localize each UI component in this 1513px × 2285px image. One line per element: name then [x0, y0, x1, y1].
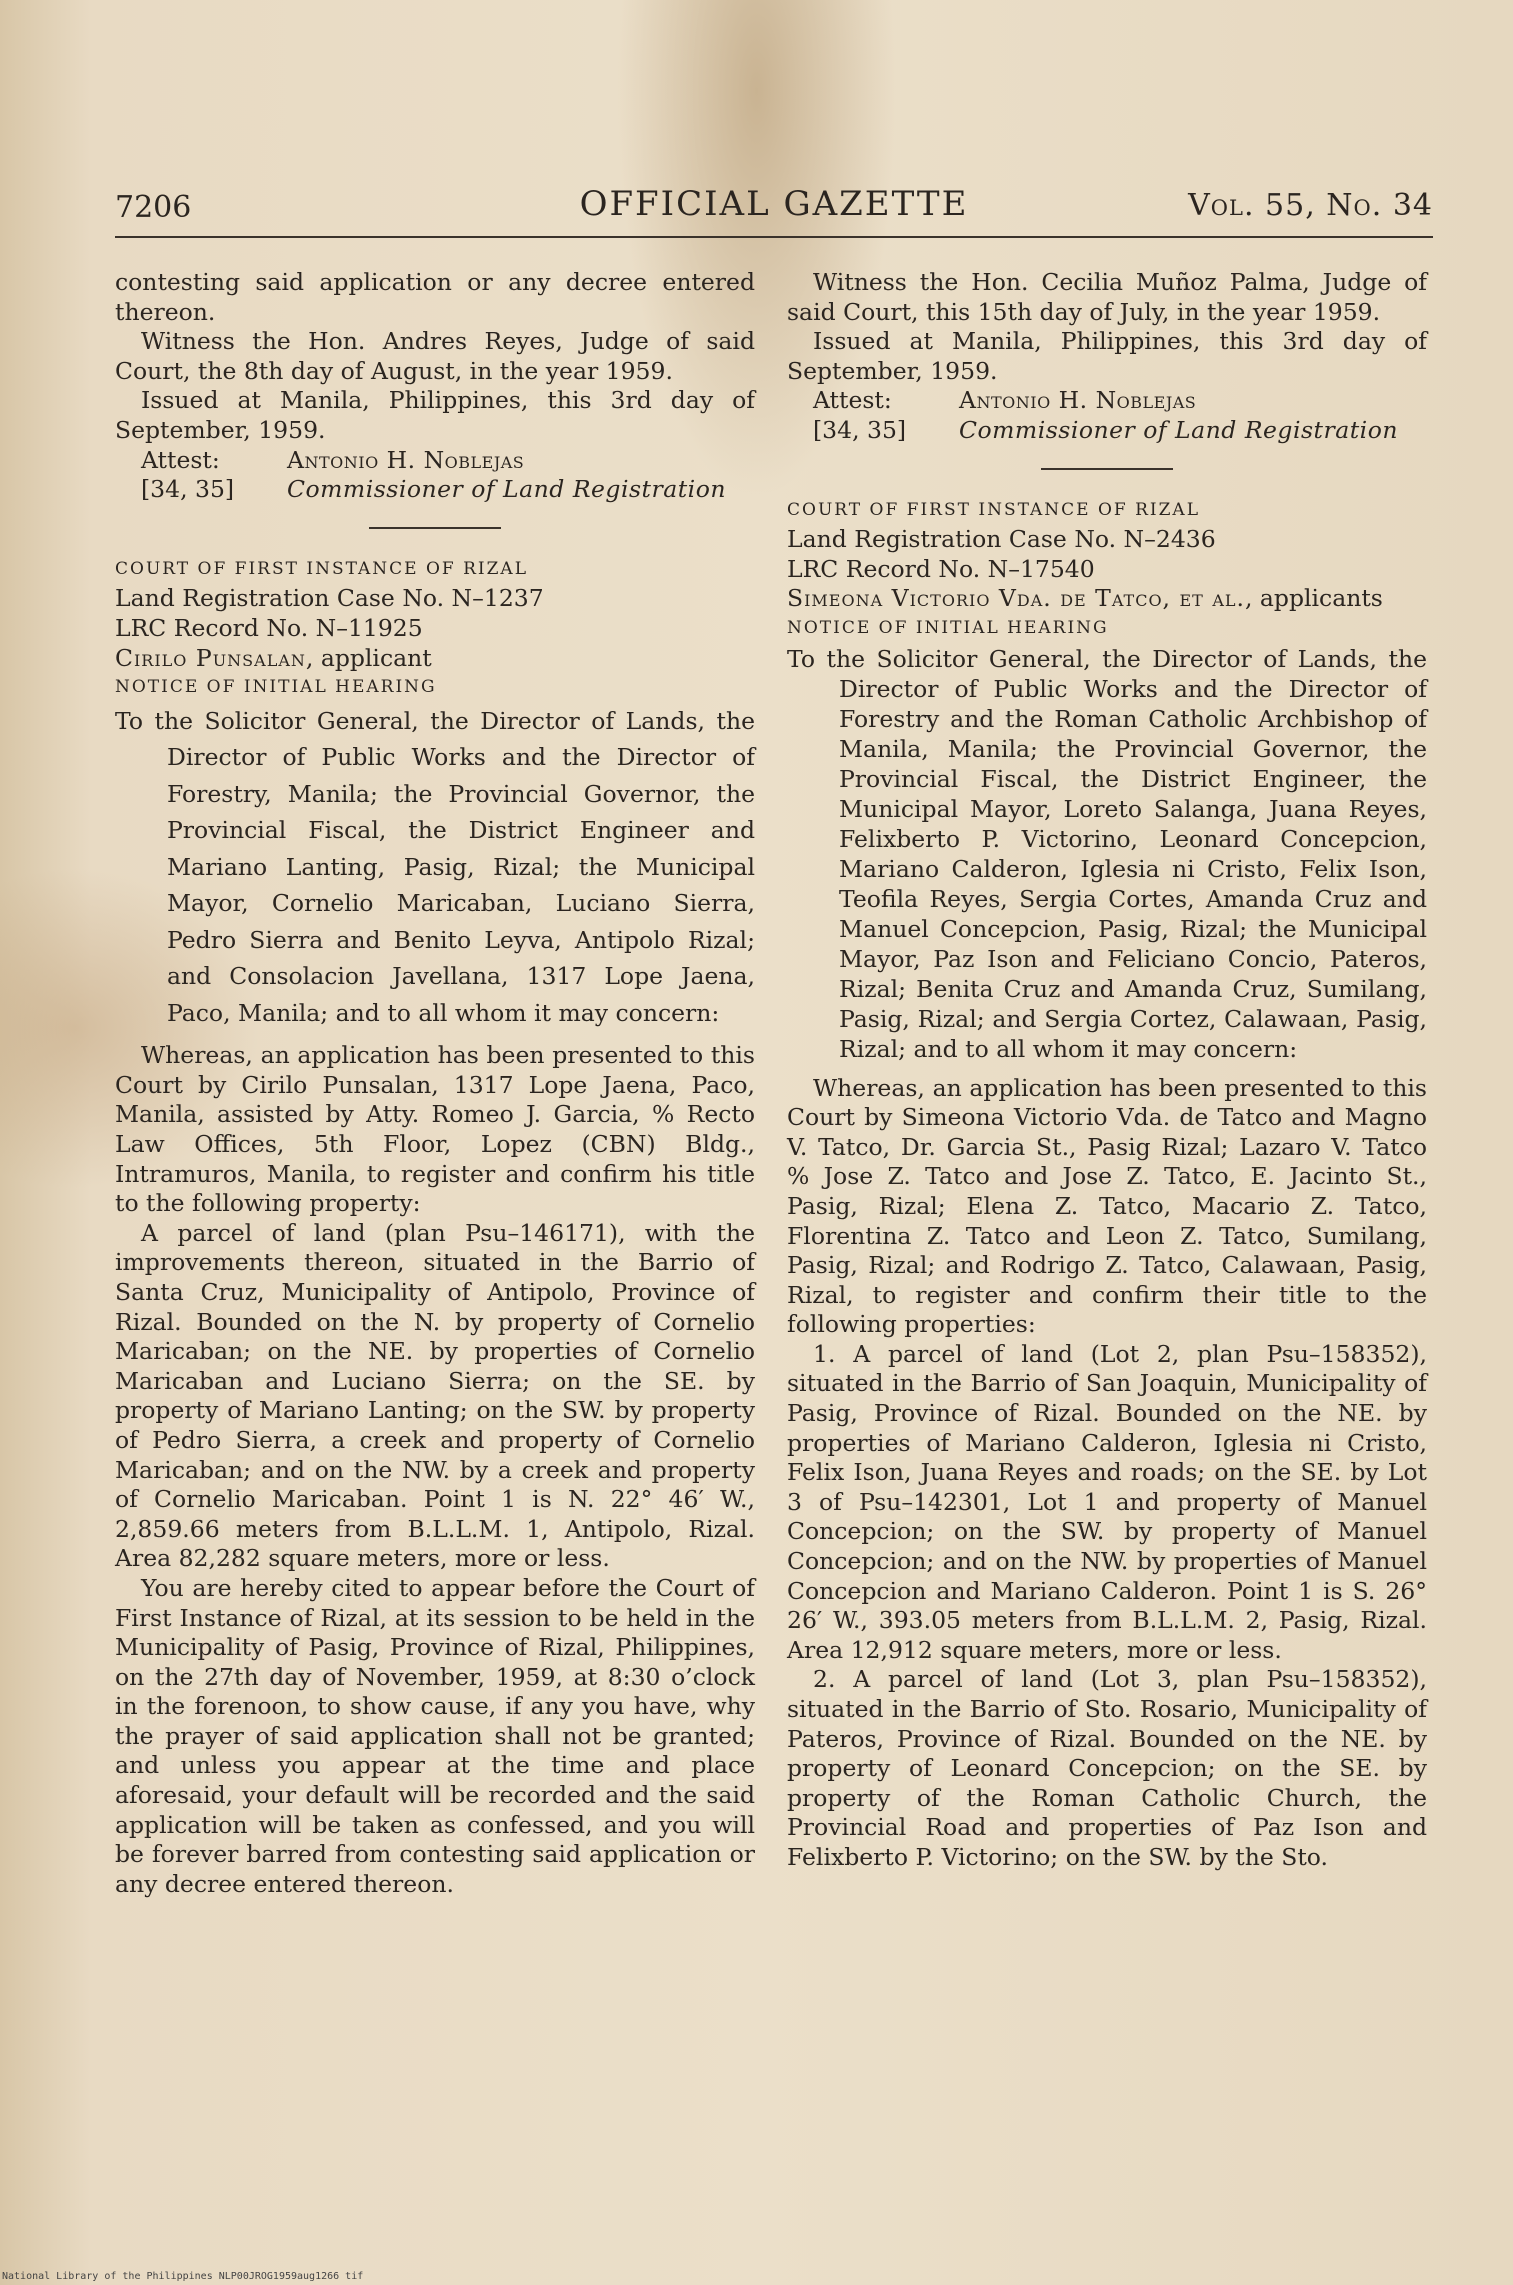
record-number: LRC Record No. N–11925: [115, 613, 423, 642]
record-number: LRC Record No. N–17540: [787, 554, 1095, 583]
case-number: Land Registration Case No. N–2436: [787, 525, 1216, 554]
attest-label: Attest:: [141, 445, 220, 474]
scan-footer: National Library of the Philippines NLP00JROG1959aug1266 tif: [2, 2271, 364, 2282]
case-number: Land Registration Case No. N–1237: [115, 584, 544, 613]
summons-paragraph: You are hereby cited to appear before the Court of First Instance of Rizal, at its session to be held in the Municipality of Pasig, Province of Rizal, Philippines, on the 27th day of November, 1959, at 8:30 o’clock in the forenoon, to show cause, if any you have, why the prayer of said application shall not be granted; and unless you appear at the time and place aforesaid, your default will be recorded and the said application will be taken as confessed, and you will be forever barred from contesting said application or any decree entered thereon.: [115, 1573, 755, 1898]
page-header: [115, 180, 1433, 238]
left-column: [115, 268, 755, 1899]
attest-title-line: [787, 416, 1427, 446]
reference-number: [34, 35]: [813, 415, 907, 444]
publication-title: OFFICIAL GAZETTE: [579, 184, 969, 224]
addressee-paragraph: To the Solicitor General, the Director of Lands, the Director of Public Works and the Director of Forestry, Manila; the Provincial Governor, the Provincial Fiscal, the District Engineer and Mariano Lanting, Pasig, Rizal; the Municipal Mayor, Cornelio Maricaban, Luciano Sierra, Pedro Sierra and Benito Leyva, Antipolo Rizal; and Consolacion Javellana, 1317 Lope Jaena, Paco, Manila; and to all whom it may concern:: [115, 706, 755, 1027]
section-divider: [369, 527, 501, 529]
parcel-description: A parcel of land (plan Psu–146171), with the improvements thereon, situated in the Barrio of Santa Cruz, Municipality of Antipolo, Province of Rizal. Bounded on the N. by property of Cornelio Maricaban; on the NE. by properties of Cornelio Maricaban and Luciano Sierra; on the SE. by property of Mariano Lanting; on the SW. by property of Pedro Sierra, a creek and property of Cornelio Maricaban; and on the NW. by a creek and property of Cornelio Maricaban. Point 1 is N. 22° 46′ W., 2,859.66 meters from B.L.L.M. 1, Antipolo, Rizal. Area 82,282 square meters, more or less.: [115, 1218, 755, 1573]
attest-line: [787, 386, 1427, 416]
witness-paragraph: Witness the Hon. Andres Reyes, Judge of said Court, the 8th day of August, in the year 1959.: [115, 327, 755, 385]
applicant-name: Cirilo Punsalan: [115, 643, 306, 672]
page-number: 7206: [115, 190, 192, 225]
applicant-name: Simeona Victorio Vda. de Tatco, et al.: [787, 584, 1245, 613]
reference-number: [34, 35]: [141, 475, 235, 504]
attest-title: Commissioner of Land Registration: [287, 475, 726, 504]
section-divider: [1041, 468, 1173, 470]
right-column: [787, 268, 1427, 1873]
attest-title-line: [115, 475, 755, 505]
applicant-suffix: , applicants: [1244, 584, 1383, 613]
whereas-paragraph: Whereas, an application has been presented to this Court by Cirilo Punsalan, 1317 Lope Jaena, Paco, Manila, assisted by Atty. Romeo J. Garcia, % Recto Law Offices, 5th Floor, Lopez (CBN) Bldg., Intramuros, Manila, to register and confirm his title to the following property:: [115, 1041, 755, 1218]
witness-paragraph: Witness the Hon. Cecilia Muñoz Palma, Judge of said Court, this 15th day of July, in the year 1959.: [787, 268, 1427, 326]
applicant-line: [115, 644, 755, 674]
applicant-line: [787, 584, 1427, 614]
volume-number: Vol. 55, No. 34: [1188, 188, 1433, 223]
addressee-paragraph: To the Solicitor General, the Director of Lands, the Director of Public Works and the Director of Forestry and the Roman Catholic Archbishop of Manila, Manila; the Provincial Governor, the Provincial Fiscal, the District Engineer, the Municipal Mayor, Loreto Salanga, Juana Reyes, Felixberto P. Victorino, Leonard Concepcion, Mariano Calderon, Iglesia ni Cristo, Felix Ison, Teofila Reyes, Sergia Cortes, Amanda Cruz and Manuel Concepcion, Pasig, Rizal; the Municipal Mayor, Paz Ison and Feliciano Concio, Pateros, Rizal; Benita Cruz and Amanda Cruz, Sumilang, Pasig, Rizal; and Sergia Cortez, Calawaan, Pasig, Rizal; and to all whom it may concern:: [787, 644, 1427, 1063]
notice-heading: NOTICE OF INITIAL HEARING: [115, 677, 437, 698]
issued-paragraph: Issued at Manila, Philippines, this 3rd day of September, 1959.: [115, 386, 755, 444]
parcel-1-description: 1. A parcel of land (Lot 2, plan Psu–158352), situated in the Barrio of San Joaquin, Municipality of Pasig, Province of Rizal. Bounded on the NE. by properties of Mariano Calderon, Iglesia ni Cristo, Felix Ison, Juana Reyes and roads; on the SE. by Lot 3 of Psu–142301, Lot 1 and property of Manuel Concepcion; on the SW. by property of Manuel Concepcion; and on the NW. by properties of Manuel Concepcion and Mariano Calderon. Point 1 is S. 26° 26′ W., 393.05 meters from B.L.L.M. 2, Pasig, Rizal. Area 12,912 square meters, more or less.: [787, 1339, 1427, 1664]
attest-title: Commissioner of Land Registration: [959, 415, 1398, 444]
whereas-paragraph: Whereas, an application has been presented to this Court by Simeona Victorio Vda. de Tatco and Magno V. Tatco, Dr. Garcia St., Pasig Rizal; Lazaro V. Tatco % Jose Z. Tatco and Jose Z. Tatco, E. Jacinto St., Pasig, Rizal; Elena Z. Tatco, Macario Z. Tatco, Florentina Z. Tatco and Leon Z. Tatco, Sumilang, Pasig, Rizal; and Rodrigo Z. Tatco, Calawaan, Pasig, Rizal, to register and confirm their title to the following properties:: [787, 1073, 1427, 1339]
attest-label: Attest:: [813, 386, 892, 415]
previous-notice-tail: contesting said application or any decree entered thereon.: [115, 268, 755, 326]
attest-line: [115, 446, 755, 476]
parcel-2-description: 2. A parcel of land (Lot 3, plan Psu–158352), situated in the Barrio of Sto. Rosario, Municipality of Pateros, Province of Rizal. Bounded on the NE. by property of Leonard Concepcion; on the SE. by property of the Roman Catholic Church, the Provincial Road and properties of Paz Ison and Felixberto P. Victorino; on the SW. by the Sto.: [787, 1665, 1427, 1871]
court-heading: COURT OF FIRST INSTANCE OF RIZAL: [787, 499, 1200, 520]
issued-paragraph: Issued at Manila, Philippines, this 3rd day of September, 1959.: [787, 327, 1427, 385]
notice-heading: NOTICE OF INITIAL HEARING: [787, 617, 1109, 638]
court-heading: COURT OF FIRST INSTANCE OF RIZAL: [115, 558, 528, 579]
applicant-suffix: , applicant: [305, 643, 432, 672]
attest-name: Antonio H. Noblejas: [287, 445, 525, 474]
attest-name: Antonio H. Noblejas: [959, 386, 1197, 415]
